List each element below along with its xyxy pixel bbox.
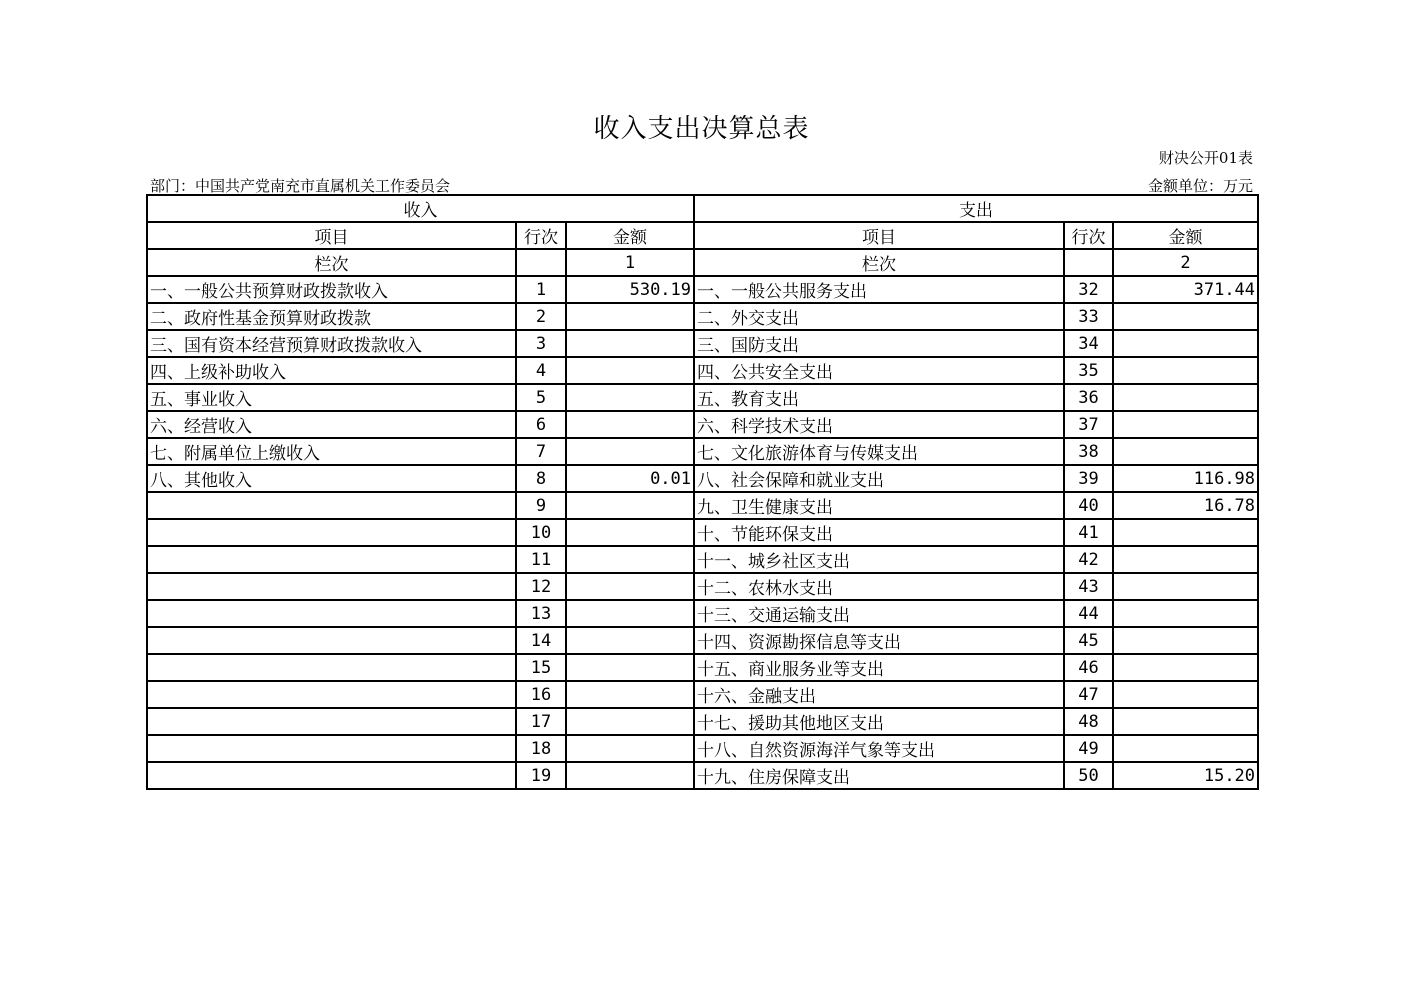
income-row-no-cell: 15 [516,654,566,681]
income-row-no-cell: 16 [516,681,566,708]
income-amount-cell [566,546,694,573]
income-item-cell: 六、经营收入 [147,411,516,438]
expense-row-no-cell: 41 [1064,519,1113,546]
income-item-cell [147,492,516,519]
income-amount-cell [566,600,694,627]
income-row-no-cell: 6 [516,411,566,438]
income-amount-cell [566,762,694,789]
expense-row-no-cell: 38 [1064,438,1113,465]
expense-item-cell: 十八、自然资源海洋气象等支出 [694,735,1064,762]
expense-item-cell: 四、公共安全支出 [694,357,1064,384]
expense-column-number: 2 [1113,249,1258,276]
income-amount-cell [566,681,694,708]
income-row-no-cell: 10 [516,519,566,546]
income-row-no-cell: 7 [516,438,566,465]
income-item-cell [147,735,516,762]
income-amount-cell [566,411,694,438]
table-row [147,303,1258,330]
income-column-number: 1 [566,249,694,276]
income-row-no-cell: 3 [516,330,566,357]
income-amount-cell: 530.19 [566,276,694,303]
table-row [147,681,1258,708]
expense-item-cell: 十三、交通运输支出 [694,600,1064,627]
expense-amount-cell [1113,654,1258,681]
expense-amount-cell [1113,303,1258,330]
income-amount-cell [566,357,694,384]
expense-amount-cell [1113,600,1258,627]
income-row-no-cell: 5 [516,384,566,411]
expense-row-no-cell: 44 [1064,600,1113,627]
income-section-header: 收入 [147,195,694,222]
expense-row-no-header: 行次 [1064,222,1113,249]
amount-unit-label: 金额单位：万元 [1147,177,1253,195]
expense-item-cell: 十五、商业服务业等支出 [694,654,1064,681]
income-item-cell: 一、一般公共预算财政拨款收入 [147,276,516,303]
expense-item-cell: 五、教育支出 [694,384,1064,411]
table-row [147,708,1258,735]
expense-column-label: 栏次 [694,249,1064,276]
expense-amount-cell: 371.44 [1113,276,1258,303]
expense-row-no-cell: 37 [1064,411,1113,438]
table-row [147,654,1258,681]
income-item-cell: 七、附属单位上缴收入 [147,438,516,465]
table-row [147,438,1258,465]
expense-row-no-cell: 48 [1064,708,1113,735]
income-row-no-cell: 9 [516,492,566,519]
budget-summary-table [146,194,1259,790]
page-title: 收入支出决算总表 [593,114,810,144]
income-item-cell [147,600,516,627]
income-item-cell: 五、事业收入 [147,384,516,411]
income-item-cell [147,546,516,573]
expense-row-no-cell: 35 [1064,357,1113,384]
table-row [147,627,1258,654]
income-row-no-header: 行次 [516,222,566,249]
income-amount-cell [566,573,694,600]
income-row-no-cell: 19 [516,762,566,789]
income-row-no-cell: 1 [516,276,566,303]
income-amount-cell [566,708,694,735]
table-row [147,330,1258,357]
expense-item-cell: 七、文化旅游体育与传媒支出 [694,438,1064,465]
income-row-no-cell: 18 [516,735,566,762]
income-item-cell [147,708,516,735]
table-row [147,762,1258,789]
expense-item-cell: 十一、城乡社区支出 [694,546,1064,573]
table-row [147,411,1258,438]
expense-amount-cell [1113,357,1258,384]
income-row-no-cell: 4 [516,357,566,384]
income-amount-header: 金额 [566,222,694,249]
income-amount-cell [566,330,694,357]
income-amount-cell [566,654,694,681]
expense-item-cell: 十九、住房保障支出 [694,762,1064,789]
expense-amount-cell [1113,384,1258,411]
expense-item-cell: 十七、援助其他地区支出 [694,708,1064,735]
section-header-row [147,195,1258,222]
expense-amount-cell [1113,708,1258,735]
column-header-row [147,222,1258,249]
expense-row-no-cell: 43 [1064,573,1113,600]
expense-item-cell: 十四、资源勘探信息等支出 [694,627,1064,654]
expense-row-no-cell: 34 [1064,330,1113,357]
income-item-cell: 四、上级补助收入 [147,357,516,384]
income-row-no-cell: 14 [516,627,566,654]
table-row [147,492,1258,519]
income-amount-cell [566,303,694,330]
column-number-row [147,249,1258,276]
income-item-cell [147,627,516,654]
expense-amount-cell [1113,681,1258,708]
expense-item-cell: 八、社会保障和就业支出 [694,465,1064,492]
department-label: 部门：中国共产党南充市直属机关工作委员会 [150,177,451,195]
income-row-no-cell: 11 [516,546,566,573]
expense-item-cell: 十六、金融支出 [694,681,1064,708]
table-row [147,573,1258,600]
table-row [147,519,1258,546]
income-item-header: 项目 [147,222,516,249]
income-item-cell [147,762,516,789]
form-code: 财决公开01表 [1158,149,1253,167]
expense-item-cell: 六、科学技术支出 [694,411,1064,438]
expense-item-cell: 三、国防支出 [694,330,1064,357]
expense-amount-cell [1113,573,1258,600]
expense-row-no-cell: 36 [1064,384,1113,411]
income-amount-cell [566,438,694,465]
income-amount-cell [566,735,694,762]
table-row [147,357,1258,384]
expense-row-no-cell: 47 [1064,681,1113,708]
table-row [147,546,1258,573]
expense-amount-header: 金额 [1113,222,1258,249]
expense-amount-cell [1113,411,1258,438]
expense-item-cell: 二、外交支出 [694,303,1064,330]
income-amount-cell [566,627,694,654]
income-column-blank [516,249,566,276]
expense-amount-cell [1113,546,1258,573]
income-amount-cell [566,519,694,546]
income-amount-cell: 0.01 [566,465,694,492]
expense-row-no-cell: 32 [1064,276,1113,303]
income-row-no-cell: 2 [516,303,566,330]
income-item-cell [147,573,516,600]
table-row [147,600,1258,627]
expense-amount-cell [1113,438,1258,465]
expense-row-no-cell: 49 [1064,735,1113,762]
table-row [147,465,1258,492]
expense-amount-cell [1113,735,1258,762]
expense-item-cell: 十二、农林水支出 [694,573,1064,600]
expense-item-header: 项目 [694,222,1064,249]
income-item-cell: 三、国有资本经营预算财政拨款收入 [147,330,516,357]
expense-row-no-cell: 46 [1064,654,1113,681]
expense-row-no-cell: 42 [1064,546,1113,573]
income-row-no-cell: 12 [516,573,566,600]
expense-amount-cell: 15.20 [1113,762,1258,789]
expense-amount-cell [1113,330,1258,357]
income-item-cell: 二、政府性基金预算财政拨款 [147,303,516,330]
income-column-label: 栏次 [147,249,516,276]
expense-column-blank [1064,249,1113,276]
expense-amount-cell: 16.78 [1113,492,1258,519]
expense-row-no-cell: 40 [1064,492,1113,519]
expense-row-no-cell: 33 [1064,303,1113,330]
expense-row-no-cell: 50 [1064,762,1113,789]
expense-row-no-cell: 45 [1064,627,1113,654]
expense-row-no-cell: 39 [1064,465,1113,492]
expense-amount-cell: 116.98 [1113,465,1258,492]
table-row [147,384,1258,411]
income-item-cell: 八、其他收入 [147,465,516,492]
expense-item-cell: 一、一般公共服务支出 [694,276,1064,303]
income-row-no-cell: 17 [516,708,566,735]
income-item-cell [147,654,516,681]
income-item-cell [147,681,516,708]
expense-item-cell: 十、节能环保支出 [694,519,1064,546]
income-amount-cell [566,492,694,519]
expense-amount-cell [1113,519,1258,546]
expense-section-header: 支出 [694,195,1258,222]
expense-amount-cell [1113,627,1258,654]
expense-item-cell: 九、卫生健康支出 [694,492,1064,519]
income-amount-cell [566,384,694,411]
table-row [147,735,1258,762]
income-item-cell [147,519,516,546]
table-row [147,276,1258,303]
income-row-no-cell: 13 [516,600,566,627]
income-row-no-cell: 8 [516,465,566,492]
